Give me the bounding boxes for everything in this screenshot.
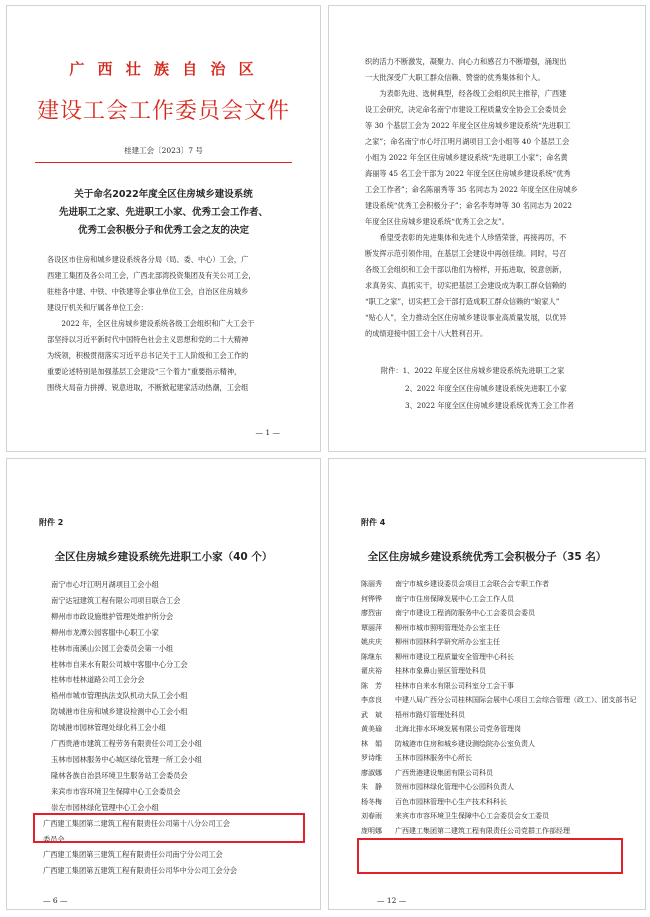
person-unit: 南宁市城乡建设委员会项目工会联合会专职工作者: [395, 580, 549, 588]
list-item: 隆林各族自治县环境卫生服务站工会委员会: [51, 770, 188, 780]
person-name: 陈继东: [361, 652, 382, 661]
list-item: 梧州市城市管理执法支队机动大队工会小组: [51, 691, 188, 701]
person-unit: 防城港市住房和城乡建设测绘院办公室负责人: [395, 739, 535, 748]
list-item: 南宁达冠建筑工程有限公司项目联合工会: [51, 595, 181, 605]
list-item: 柳州市龙潭公园客服中心职工小家: [51, 627, 159, 637]
list-item: 来宾市市容环境卫生保障中心工会委员会: [51, 786, 181, 796]
list-item: 玉林市园林服务中心城区绿化管理一所工会小组: [51, 754, 202, 764]
person-name: 李彦良: [361, 696, 382, 704]
person-unit: 南宁市住房保障发展中心工会工作人员: [395, 594, 514, 603]
attachment-1: 附件：1、2022 年度全区住房城乡建设系统先进职工之家: [381, 366, 565, 375]
person-name: 朱 静: [361, 783, 382, 791]
person-row: [361, 606, 641, 621]
person-row: [361, 664, 641, 679]
body-line: 各设区市住房和城乡建设系统各分局（局、委、中心）工会，广: [47, 255, 249, 264]
body-line: 设工会研究，决定命名南宁市建设工程质量安全协会工会委员会: [365, 105, 567, 114]
decision-title-line-3: 优秀工会积极分子和优秀工会之友的决定: [77, 225, 249, 236]
page-number: — 6 —: [43, 896, 68, 905]
decision-title-line-1: 关于命名2022年度全区住房城乡建设系统: [74, 189, 253, 200]
red-highlight-box: [33, 813, 305, 843]
document-page-12: [328, 458, 646, 910]
person-row: [361, 737, 641, 752]
person-unit: 广西贵港建设集团有限公司科员: [395, 768, 493, 777]
region-heading: 广 西 壮 族 自 治 区: [69, 60, 258, 78]
person-row: [361, 809, 641, 824]
body-line: 小组为 2022 年全区住房城乡建设系统“先进职工小家”；命名黄: [365, 153, 568, 162]
decision-title-line-2: 先进职工之家、先进职工小家、优秀工会工作者、: [58, 207, 268, 218]
body-line: 求真务实、真抓实干，切实把基层工会建设成为职工群众信赖的: [365, 281, 567, 290]
person-unit: 贺州市园林绿化管理中心公园科负责人: [395, 783, 514, 791]
document-number: 桂建工会〔2023〕7 号: [124, 146, 203, 155]
list-item-highlighted: 广西建工集团第二建筑工程有限责任公司第十八分公司工会: [43, 818, 230, 828]
person-name: 陈 芳: [361, 681, 382, 690]
person-row: [361, 577, 641, 592]
person-row-highlighted: [361, 824, 641, 839]
page-number: — 1 —: [255, 428, 280, 437]
person-unit: 百色市园林管理中心生产技术科科长: [395, 797, 507, 806]
person-unit: 柳州市园林科学研究所办公室主任: [395, 638, 500, 646]
list-item: 防城港市住房和城乡建设检测中心工会小组: [51, 707, 188, 717]
person-name: 武 斌: [361, 710, 382, 719]
person-row: [361, 650, 641, 665]
attachment-label: 附件 4: [361, 518, 386, 527]
person-name: 廖淑娜: [361, 768, 382, 777]
body-line: 为统领，积极贯彻落实习近平总书记关于工人阶级和工会工作的: [47, 351, 249, 360]
person-unit: 北海北排水环境发展有限公司党务管理岗: [395, 725, 521, 733]
body-line: 工会工作者”；命名陈丽秀等 35 名同志为 2022 年度全区住房城乡: [365, 185, 578, 194]
person-row: [361, 679, 641, 694]
person-name: 黄美瑜: [361, 725, 382, 733]
list-item: 广西建工集团第五建筑工程有限责任公司华中分公司工会分会: [43, 866, 238, 876]
attachment-title: 全区住房城乡建设系统先进职工小家（40 个）: [54, 551, 273, 563]
body-line: 织的活力不断激发，凝聚力、向心力和感召力不断增强，涌现出: [365, 57, 567, 66]
body-line: 2022 年，全区住房城乡建设系统各级工会组织和广大工会干: [47, 319, 255, 328]
person-row: [361, 621, 641, 636]
org-title: 建设工会工作委员会文件: [36, 99, 290, 124]
person-row: [361, 592, 641, 607]
person-unit: 来宾市市容环境卫生保障中心工会委员会女工委员: [395, 812, 549, 820]
person-name: 罗诗维: [361, 754, 382, 762]
red-highlight-box: [357, 838, 623, 874]
attachment-label: 附件 2: [39, 518, 64, 527]
list-item: 广西贵港市建筑工程劳务有限责任公司工会小组: [51, 739, 202, 749]
list-item: 南宁市心圩江明月湖项目工会小组: [51, 580, 159, 589]
page-number: — 12 —: [377, 896, 407, 905]
body-text: [365, 54, 615, 342]
list-item: 桂林市南溪山公园工会委员会第一小组: [51, 643, 174, 653]
body-line: 年度全区住房城乡建设系统“优秀工会之友”。: [365, 217, 509, 226]
body-line: 的成绩迎接中国工会十八大胜利召开。: [365, 329, 488, 338]
person-name: 姚庆庆: [361, 638, 382, 646]
person-name: 庞明娜: [361, 826, 382, 835]
person-unit: 中建八局广西分公司桂林国际会展中心项目工会综合管理（政工）、团支部书记: [395, 696, 637, 704]
body-line: 海丽等 45 名工会干部为 2022 年度全区住房城乡建设系统“优秀: [365, 169, 571, 178]
list-item: 桂林市自来水有限公司城中客服中心分工会: [51, 659, 188, 669]
body-line: 建设系统“优秀工会积极分子”；命名李寿坤等 30 名同志为 2022: [365, 201, 572, 210]
body-line: “贴心人”，全力推动全区住房城乡建设事业高质量发展，以优异: [365, 313, 567, 322]
person-unit: 玉林市园林服务中心所长: [395, 754, 472, 762]
document-page-2: [328, 5, 646, 452]
people-list: [361, 577, 641, 838]
person-unit: 柳州市建设工程质量安全管理中心科长: [395, 652, 514, 661]
body-line: 断发挥示范引领作用，在基层工会建设中再创佳绩。同时，号召: [365, 249, 567, 258]
body-line: 建设厅机关和厅属各单位工会：: [47, 303, 148, 312]
document-page-6: [6, 458, 321, 910]
person-name: 覃丽萍: [361, 623, 382, 632]
person-row: [361, 708, 641, 723]
body-line: 之家”；命名南宁市心圩江明月湖项目工会小组等 40 个基层工会: [365, 137, 570, 146]
person-unit: 南宁市建设工程消防服务中心工会委员会委员: [395, 609, 535, 617]
person-row: [361, 766, 641, 781]
body-line: 希望受表彰的先进集体和先进个人珍惜荣誉，再接再厉，不: [365, 233, 567, 242]
list-item: 柳州市市政设施维护管理处维护所分会: [51, 611, 174, 621]
person-name: 廖烈宙: [361, 609, 382, 617]
attachment-title: 全区住房城乡建设系统优秀工会积极分子（35 名）: [367, 551, 607, 563]
person-unit: 桂林市象鼻山景区管理处科员: [395, 667, 486, 675]
person-name: 杨冬梅: [361, 797, 382, 806]
person-row: [361, 751, 641, 766]
person-name: 何铧铧: [361, 594, 382, 603]
body-line: “职工之家”，切实把工会干部打造成职工群众信赖的“娘家人”: [365, 297, 560, 306]
person-row: [361, 635, 641, 650]
body-line: 驻桂各中建、中铁、中铁建等企事业单位工会，自治区住房城乡: [47, 287, 249, 296]
person-unit: 柳州市城市照明管理处办公室主任: [395, 623, 500, 632]
list-item-highlighted-cont: 委员会: [43, 834, 65, 844]
body-line: 一大批深受广大职工群众信赖、赞誉的优秀集体和个人。: [365, 73, 545, 82]
person-name: 陈丽秀: [361, 580, 382, 588]
body-line: 部坚持以习近平新时代中国特色社会主义思想和党的二十大精神: [47, 335, 249, 344]
person-unit: 桂林市自来水有限公司科室分工会干事: [395, 681, 514, 690]
red-divider: [35, 162, 292, 163]
body-line: 各级工会组织和工会干部以他们为榜样，开拓进取，锐意创新，: [365, 265, 567, 274]
list-item: 崇左市园林绿化管理中心工会小组: [51, 802, 159, 812]
body-line: 围绕大局奋力拼搏、锐意进取，不断掀起建家活动热潮，工会组: [47, 383, 249, 392]
attachment-3: 3、2022 年度全区住房城乡建设系统优秀工会工作者: [405, 401, 574, 410]
list-item: 广西建工集团第三建筑工程有限责任公司南宁分公司工会: [43, 850, 223, 860]
document-page-1: [6, 5, 321, 452]
person-unit: 梧州市路灯管理处科员: [395, 710, 465, 719]
list-item: 桂林市桂林道路公司工会分会: [51, 675, 145, 685]
person-unit: 广西建工集团第二建筑工程有限责任公司党群工作部经理: [395, 826, 570, 835]
list-item: 防城港市园林管理处绿化科工会小组: [51, 723, 167, 733]
person-row: [361, 722, 641, 737]
body-line: 等 30 个基层工会为 2022 年度全区住房城乡建设系统“先进职工: [365, 121, 571, 130]
person-row: [361, 780, 641, 795]
body-line: 重要论述特别是加强基层工会建设“三个着力”重要指示精神，: [47, 367, 242, 376]
person-name: 刘春雨: [361, 812, 382, 820]
person-row: [361, 795, 641, 810]
attachment-2: 2、2022 年度全区住房城乡建设系统先进职工小家: [405, 384, 567, 393]
body-text: [47, 252, 287, 396]
person-name: 翟庆裕: [361, 667, 382, 675]
body-line: 为表彰先进、选树典型，经各级工会组织民主推荐，广西建: [365, 89, 567, 98]
person-name: 林 娟: [361, 739, 382, 748]
person-row: [361, 693, 641, 708]
body-line: 西建工集团及各公司工会，广西北部湾投资集团及有关公司工会，: [47, 271, 256, 280]
